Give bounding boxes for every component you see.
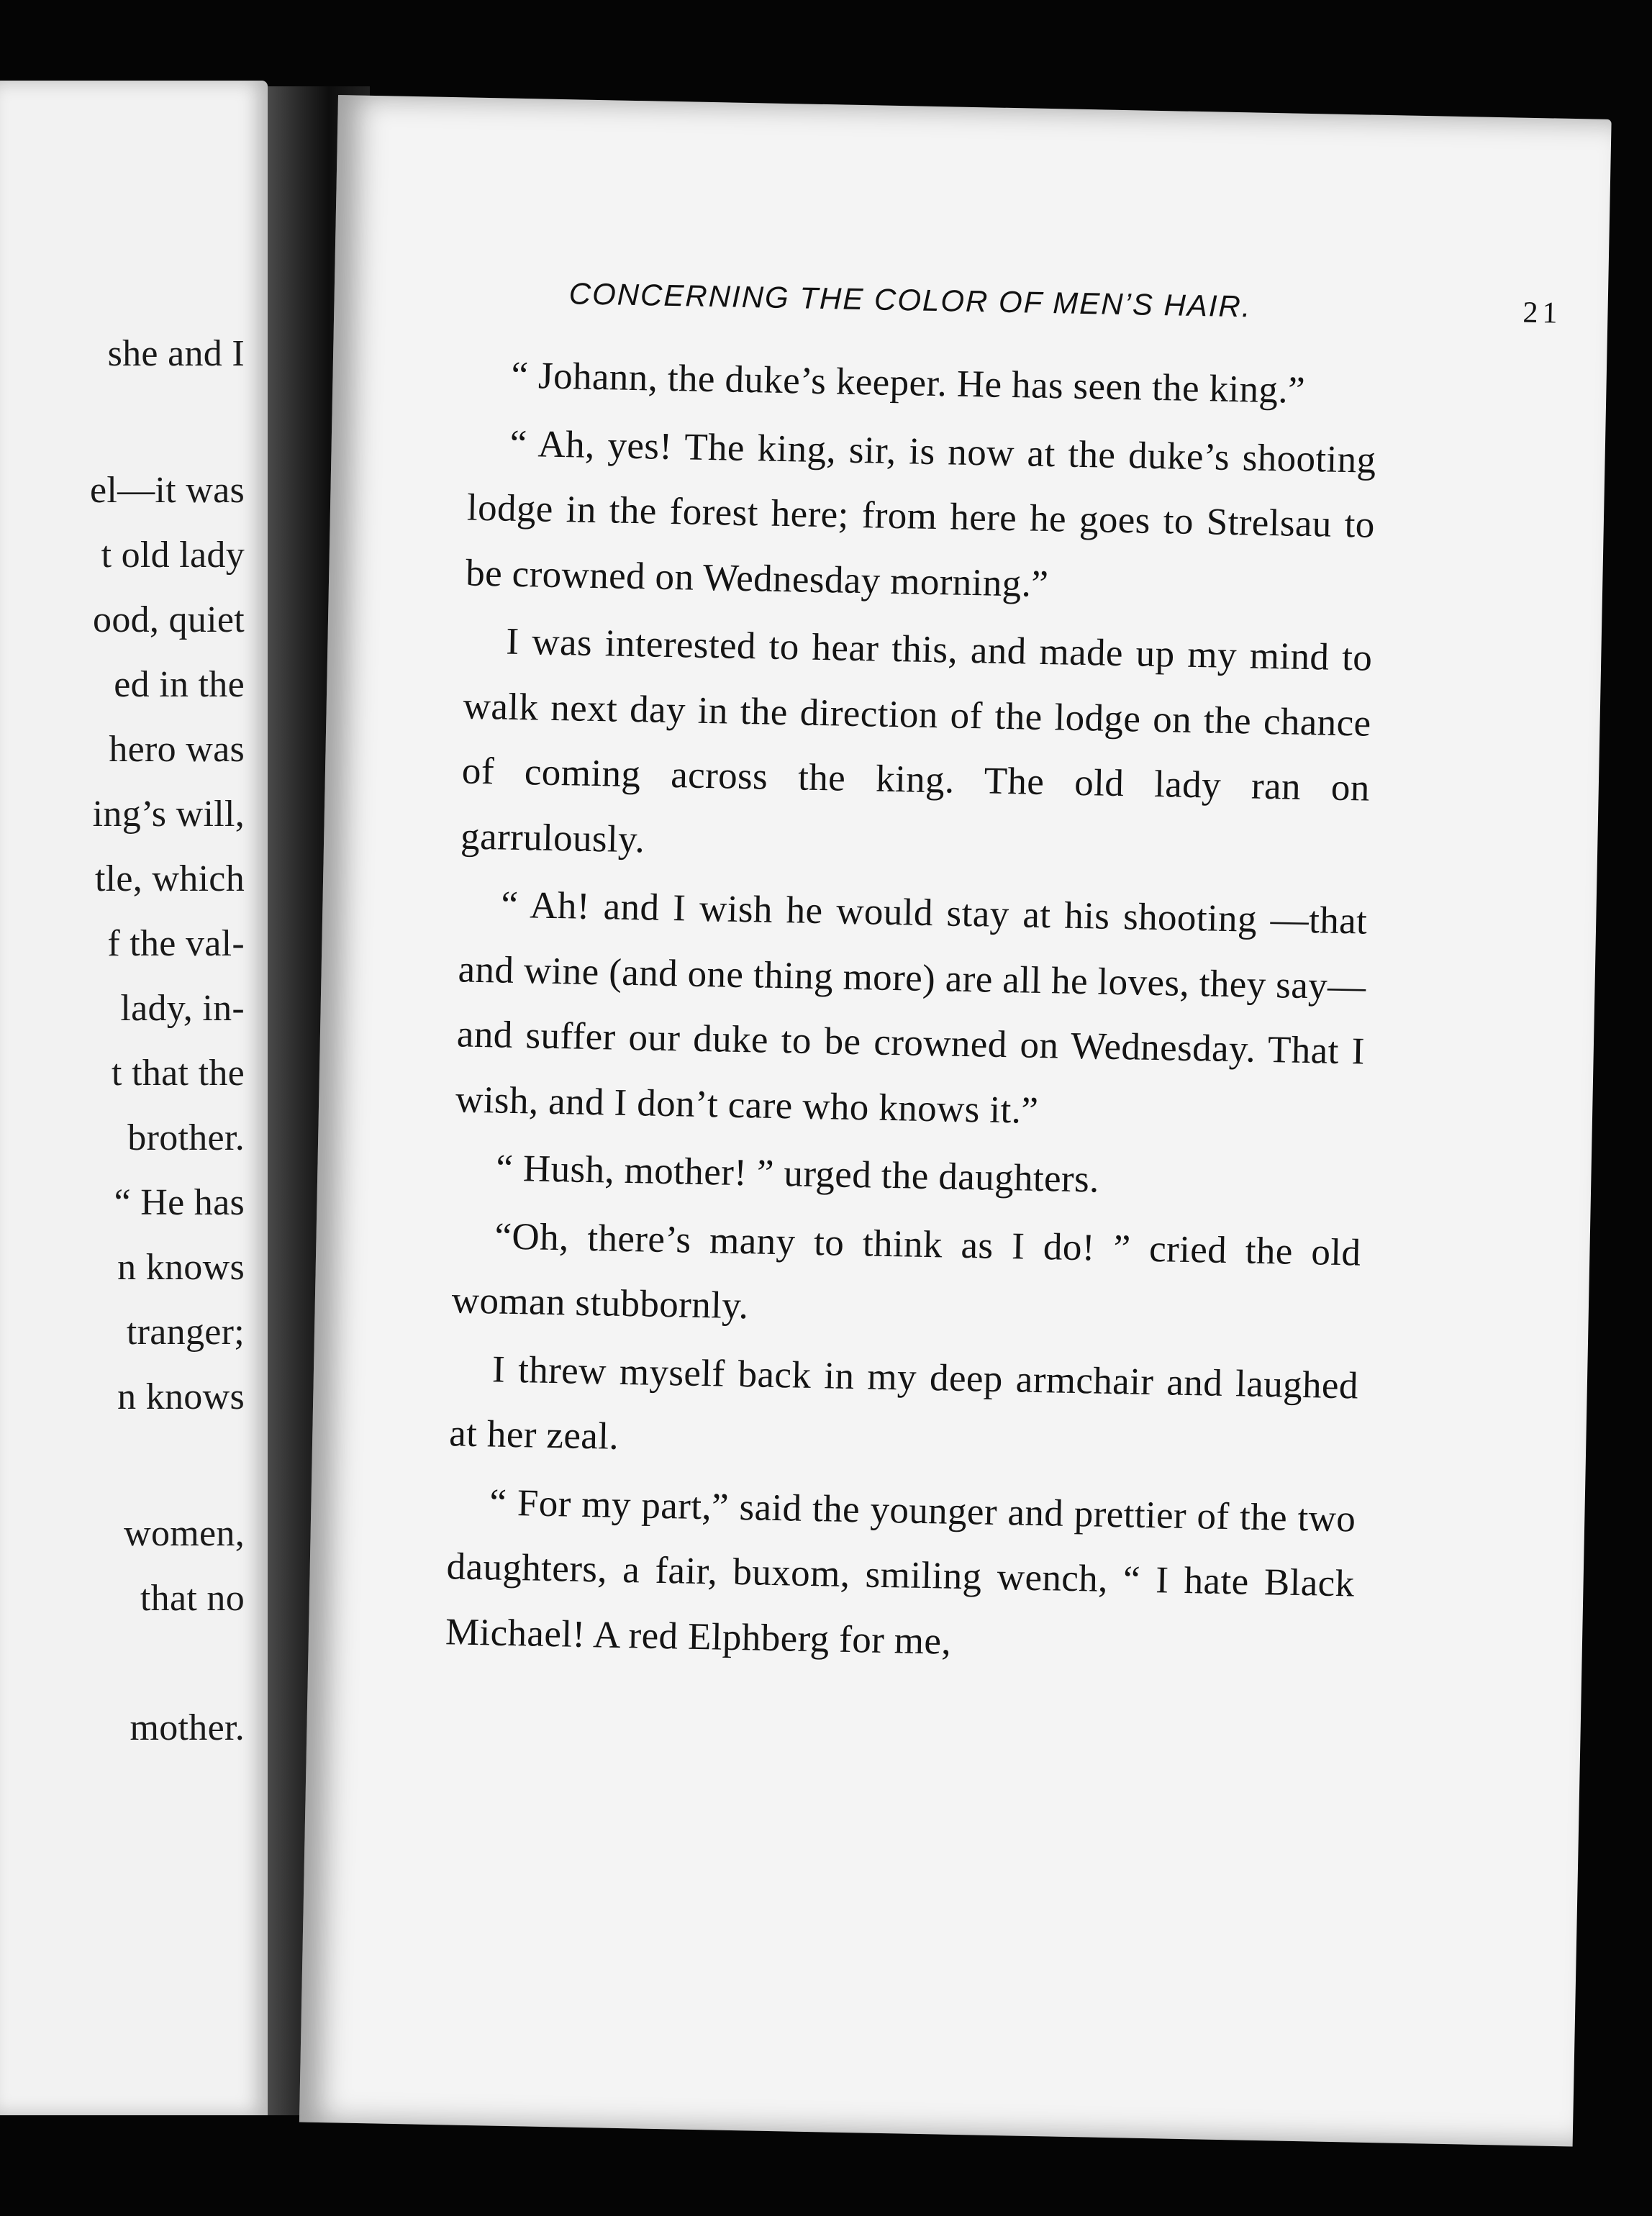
left-page-line: ood, quiet: [93, 599, 245, 640]
left-page-line: ing’s will,: [92, 794, 245, 835]
left-page-line: el—it was: [90, 470, 245, 511]
left-page-line: n knows: [117, 1376, 245, 1417]
paragraph: “ Johann, the duke’s keeper. He has seen the king.”: [511, 354, 1306, 412]
paragraph: “ Ah, yes! The king, sir, is now at the duke’s shooting lodge in the forest here; from here he goes to Strelsau to be crowned on Wednesday morning.”: [465, 422, 1377, 605]
paragraph: “ For my part,” said the younger and prettier of the two daughters, a fair, buxom, smiling wench, “ I hate Black Michael! A red Elphberg for me,: [445, 1481, 1356, 1663]
paragraph: I threw myself back in my deep armchair and laughed at her zeal.: [448, 1348, 1359, 1458]
page-number: 21: [1522, 296, 1562, 330]
paragraph: “Oh, there’s many to think as I do! ” cried the old woman stubbornly.: [451, 1214, 1361, 1327]
left-page-line: tranger;: [126, 1312, 245, 1353]
paragraph: I was interested to hear this, and made up my mind to walk next day in the direction of the lodge on the chance of coming across the king. The old lady ran on garrulously.: [460, 620, 1373, 860]
left-page-line: that no: [140, 1578, 245, 1619]
body-text: [445, 342, 1378, 1682]
paragraph: “ Ah! and I wish he would stay at his shooting —that and wine (and one thing more) are all he loves, they say—and suffer our duke to be crowned on Wednesday. That I wish, and I don’t care who knows it.”: [455, 884, 1368, 1132]
left-page-line: women,: [124, 1513, 245, 1554]
right-page: [299, 95, 1612, 2146]
left-page-line: lady, in-: [120, 988, 245, 1029]
chapter-title: CONCERNING THE COLOR OF MEN’S HAIR.: [568, 276, 1253, 324]
left-page-line: “ He has: [114, 1182, 245, 1223]
left-page-line: t old lady: [101, 535, 245, 576]
left-page-line: mother.: [130, 1707, 245, 1748]
left-page-line: she and I: [107, 333, 245, 374]
left-page: [0, 81, 268, 2115]
running-head: [568, 276, 1562, 330]
left-page-line: t that the: [112, 1053, 245, 1094]
left-page-line: ed in the: [114, 664, 245, 705]
left-page-line: tle, which: [94, 858, 245, 899]
left-page-line: f the val-: [107, 923, 245, 964]
paragraph: “ Hush, mother! ” urged the daughters.: [495, 1147, 1100, 1201]
left-page-line: brother.: [127, 1117, 245, 1158]
left-page-line: n knows: [117, 1247, 245, 1288]
left-page-line: hero was: [109, 729, 245, 770]
